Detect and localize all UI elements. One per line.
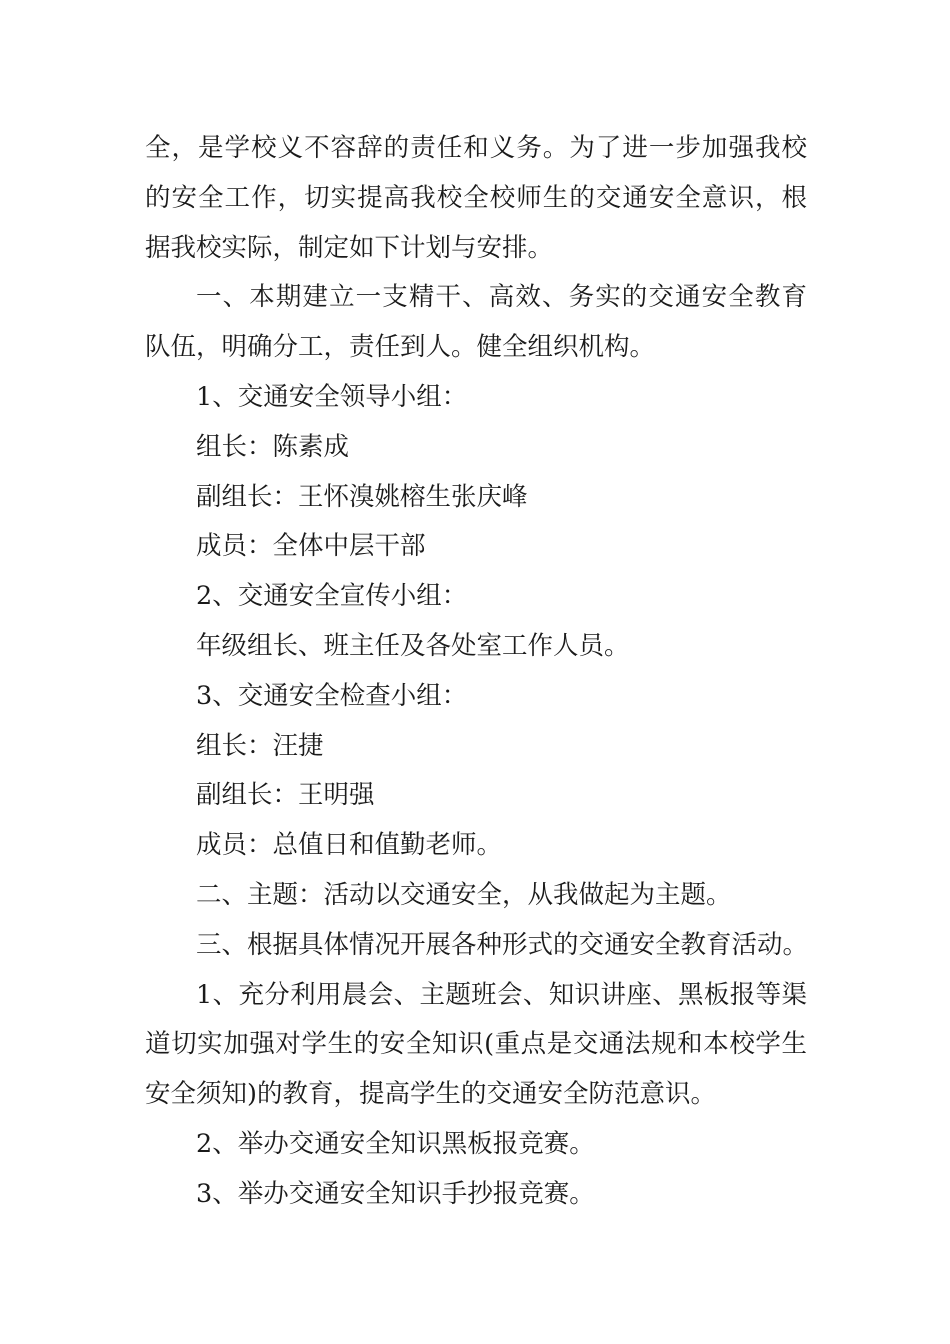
activity-item-2: 2、举办交通安全知识黑板报竞赛。 bbox=[196, 1128, 595, 1159]
inspection-members: 成员：总值日和值勤老师。 bbox=[196, 830, 503, 861]
inspection-deputy: 副组长：王明强 bbox=[196, 780, 375, 811]
document-body bbox=[145, 124, 807, 1220]
activity-item-3: 3、举办交通安全知识手抄报竞赛。 bbox=[196, 1178, 595, 1209]
heading-publicity-group: 2、交通安全宣传小组： bbox=[196, 581, 468, 612]
inspection-leader: 组长：汪捷 bbox=[196, 730, 324, 761]
leadership-deputy: 副组长：王怀溴姚榕生张庆峰 bbox=[196, 481, 528, 512]
section-two-theme: 二、主题：活动以交通安全，从我做起为主题。 bbox=[196, 879, 732, 910]
activity-item-1: 1、充分利用晨会、主题班会、知识讲座、黑板报等渠道切实加强对学生的安全知识(重点是交通法规和本校学生安全须知)的教育，提高学生的交通安全防范意识。 bbox=[145, 979, 807, 1110]
heading-inspection-group: 3、交通安全检查小组： bbox=[196, 680, 468, 711]
section-three-heading: 三、根据具体情况开展各种形式的交通安全教育活动。 bbox=[196, 929, 809, 960]
heading-leadership-group: 1、交通安全领导小组： bbox=[196, 381, 468, 412]
publicity-members: 年级组长、班主任及各处室工作人员。 bbox=[196, 630, 630, 661]
paragraph-section-one: 一、本期建立一支精干、高效、务实的交通安全教育队伍，明确分工，责任到人。健全组织机构。 bbox=[145, 282, 807, 363]
leadership-members: 成员：全体中层干部 bbox=[196, 531, 426, 562]
leadership-leader: 组长：陈素成 bbox=[196, 431, 350, 462]
paragraph-intro: 全，是学校义不容辞的责任和义务。为了进一步加强我校的安全工作，切实提高我校全校师生的交通安全意识，根据我校实际，制定如下计划与安排。 bbox=[145, 133, 807, 263]
